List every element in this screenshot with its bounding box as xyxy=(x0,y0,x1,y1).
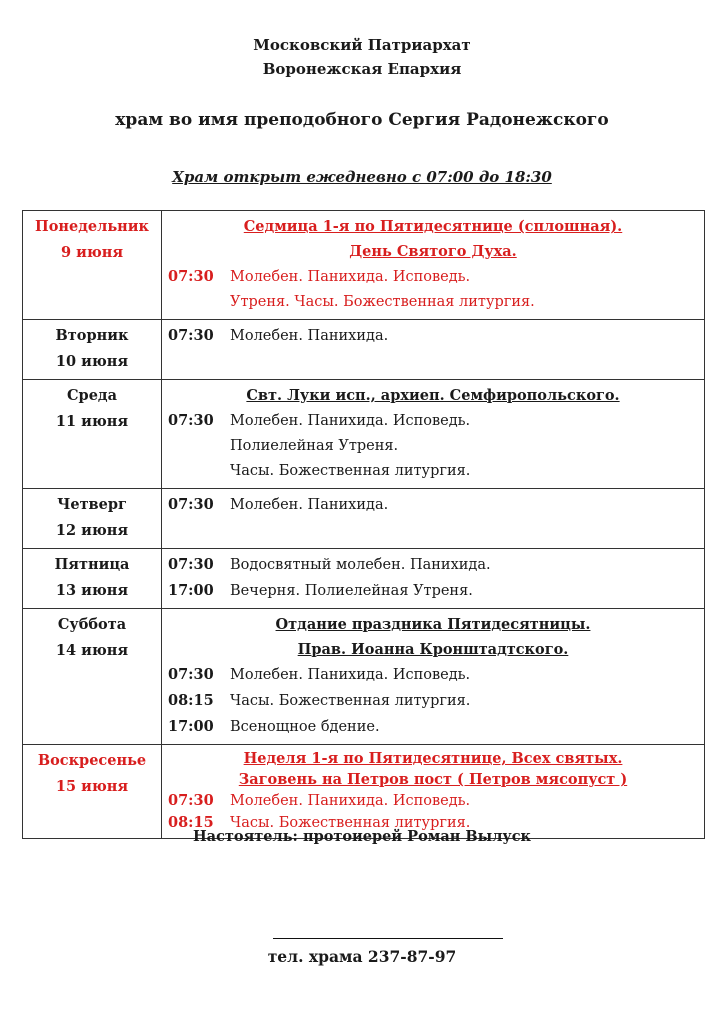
feast-title: Прав. Иоанна Кронштадтского. xyxy=(297,641,569,658)
day-cell xyxy=(23,745,162,839)
service-time: 07:30 xyxy=(168,556,214,573)
services-cell xyxy=(162,489,705,549)
service-time: 07:30 xyxy=(168,268,214,285)
day-name: Пятница xyxy=(54,556,130,573)
schedule-row xyxy=(23,745,705,839)
service-time: 07:30 xyxy=(168,792,214,809)
service-text: Молебен. Панихида. xyxy=(230,497,389,513)
header-eparchy: Воронежская Епархия xyxy=(262,60,462,78)
service-time: 07:30 xyxy=(168,412,214,429)
services-cell xyxy=(162,380,705,489)
service-line xyxy=(168,552,698,578)
service-line xyxy=(168,578,698,604)
service-text: Часы. Божественная литургия. xyxy=(230,815,471,831)
day-date: 15 июня xyxy=(55,778,129,795)
service-time: 17:00 xyxy=(168,582,214,599)
service-text: Молебен. Панихида. Исповедь. xyxy=(230,269,471,285)
service-time: 07:30 xyxy=(168,327,214,344)
service-text: Молебен. Панихида. Исповедь. xyxy=(230,793,471,809)
service-line xyxy=(168,688,698,714)
service-time: 08:15 xyxy=(168,814,214,831)
service-text: Полиелейная Утреня. xyxy=(230,438,399,454)
day-name: Вторник xyxy=(55,327,129,344)
feast-title: Седмица 1-я по Пятидесятнице (сплошная). xyxy=(243,218,623,235)
service-text: Молебен. Панихида. Исповедь. xyxy=(230,413,471,429)
day-name: Среда xyxy=(67,387,117,404)
schedule-table xyxy=(22,210,705,839)
feast-title: Свт. Луки исп., архиеп. Семфиропольского. xyxy=(246,387,620,404)
services-cell xyxy=(162,609,705,745)
service-line xyxy=(168,662,698,688)
feast-title: Неделя 1-я по Пятидесятнице, Всех святых. xyxy=(243,750,623,767)
schedule-row xyxy=(23,380,705,489)
service-time: 07:30 xyxy=(168,666,214,683)
service-text: Вечерня. Полиелейная Утреня. xyxy=(230,583,473,599)
feast-title: День Святого Духа. xyxy=(349,243,517,260)
schedule-row xyxy=(23,609,705,745)
day-cell xyxy=(23,609,162,745)
feast-title: Заговень на Петров пост ( Петров мясопуст ) xyxy=(238,771,628,788)
service-text: Всенощное бдение. xyxy=(230,719,380,735)
service-line xyxy=(168,323,698,349)
day-name: Понедельник xyxy=(35,218,149,235)
service-line xyxy=(168,790,698,812)
day-date: 13 июня xyxy=(55,582,129,599)
day-date: 11 июня xyxy=(55,413,129,430)
day-cell xyxy=(23,211,162,320)
service-line xyxy=(168,492,698,518)
day-name: Воскресенье xyxy=(37,752,147,769)
service-line xyxy=(168,290,698,315)
day-date: 10 июня xyxy=(55,353,129,370)
services-cell xyxy=(162,745,705,839)
service-time: 07:30 xyxy=(168,496,214,513)
service-line xyxy=(168,264,698,290)
service-time: 08:15 xyxy=(168,692,214,709)
service-text: Часы. Божественная литургия. xyxy=(230,463,471,479)
service-time: 17:00 xyxy=(168,718,214,735)
church-phone: тел. храма 237-87-97 xyxy=(267,947,457,966)
service-line xyxy=(168,714,698,740)
service-line xyxy=(168,408,698,434)
service-line xyxy=(168,459,698,484)
day-cell xyxy=(23,489,162,549)
opening-hours: Храм открыт ежедневно с 07:00 до 18:30 xyxy=(172,168,552,186)
day-name: Четверг xyxy=(57,496,127,513)
day-cell xyxy=(23,380,162,489)
schedule-row xyxy=(23,211,705,320)
header-patriarchate: Московский Патриархат xyxy=(253,36,471,54)
church-name: храм во имя преподобного Сергия Радонежского xyxy=(115,110,609,130)
rector-line: Настоятель: протоиерей Роман Вылуск xyxy=(192,828,532,845)
schedule-row xyxy=(23,549,705,609)
day-date: 9 июня xyxy=(60,244,124,261)
signature-rule xyxy=(273,938,503,939)
service-text: Молебен. Панихида. Исповедь. xyxy=(230,667,471,683)
service-line xyxy=(168,434,698,459)
day-name: Суббота xyxy=(57,616,127,633)
services-cell xyxy=(162,211,705,320)
schedule-row xyxy=(23,320,705,380)
feast-title: Отдание праздника Пятидесятницы. xyxy=(275,616,591,633)
day-cell xyxy=(23,320,162,380)
service-text: Водосвятный молебен. Панихида. xyxy=(230,557,491,573)
service-text: Часы. Божественная литургия. xyxy=(230,693,471,709)
schedule-row xyxy=(23,489,705,549)
service-text: Утреня. Часы. Божественная литургия. xyxy=(230,294,535,310)
service-text: Молебен. Панихида. xyxy=(230,328,389,344)
day-date: 12 июня xyxy=(55,522,129,539)
services-cell xyxy=(162,320,705,380)
day-cell xyxy=(23,549,162,609)
day-date: 14 июня xyxy=(55,642,129,659)
services-cell xyxy=(162,549,705,609)
